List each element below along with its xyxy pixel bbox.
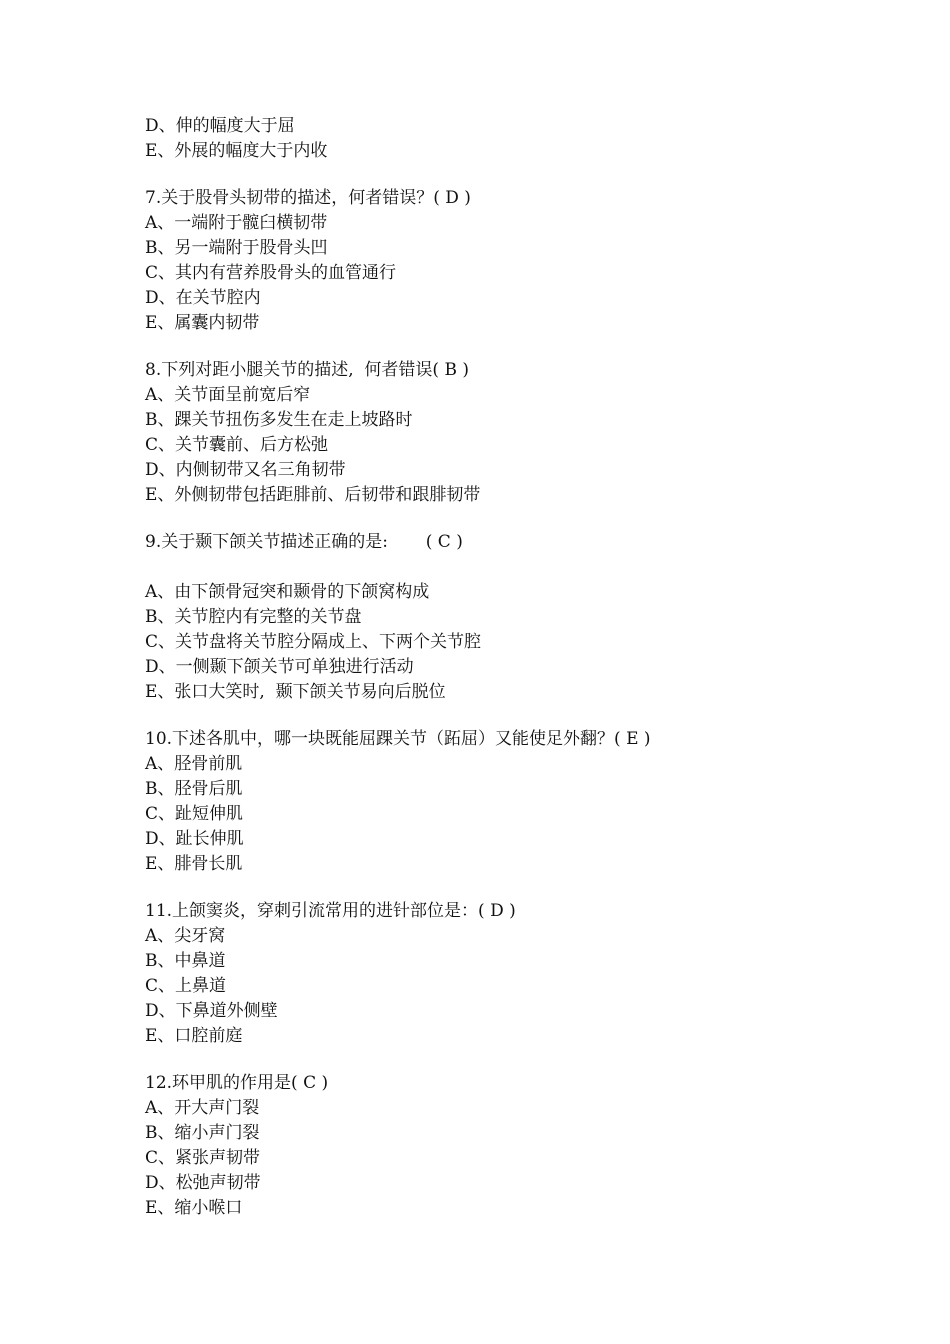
- option-line: E、口腔前庭: [145, 1026, 243, 1046]
- question-stem: 7.关于股骨头韧带的描述，何者错误？( D ): [145, 188, 471, 208]
- option-line: C、其内有营养股骨头的血管通行: [145, 263, 397, 283]
- option-line: A、由下颌骨冠突和颞骨的下颌窝构成: [145, 582, 430, 602]
- question-12: [145, 1071, 905, 1221]
- option-line: A、一端附于髋臼横韧带: [145, 213, 328, 233]
- option-line: C、关节囊前、后方松弛: [145, 435, 329, 455]
- option-line: D、一侧颞下颌关节可单独进行活动: [145, 657, 414, 677]
- option-line: A、开大声门裂: [145, 1098, 260, 1118]
- option-line: A、关节面呈前宽后窄: [145, 385, 311, 405]
- option-line: E、张口大笑时, 颞下颌关节易向后脱位: [145, 682, 446, 702]
- option-line: D、松弛声韧带: [145, 1173, 261, 1193]
- option-line: C、趾短伸肌: [145, 804, 244, 824]
- question-stem: 10.下述各肌中，哪一块既能屈踝关节（跖屈）又能使足外翻？( E ): [145, 729, 651, 749]
- option-line: E、缩小喉口: [145, 1198, 243, 1218]
- option-line: E、外侧韧带包括距腓前、后韧带和跟腓韧带: [145, 485, 481, 505]
- question-10: [145, 727, 905, 877]
- question-11: [145, 899, 905, 1049]
- option-line: A、胫骨前肌: [145, 754, 243, 774]
- document-page: [145, 114, 905, 1221]
- question-stem: 11.上颌窦炎，穿刺引流常用的进针部位是：( D ): [145, 901, 516, 921]
- question-7: [145, 186, 905, 336]
- question-8: [145, 358, 905, 508]
- question-9: [145, 530, 905, 705]
- option-line: D、趾长伸肌: [145, 829, 244, 849]
- option-line: C、关节盘将关节腔分隔成上、下两个关节腔: [145, 632, 482, 652]
- option-line: E、腓骨长肌: [145, 854, 243, 874]
- question-stem: 9.关于颞下颌关节描述正确的是: ( C ): [145, 532, 463, 552]
- option-line: B、中鼻道: [145, 951, 226, 971]
- option-line: D、在关节腔内: [145, 288, 261, 308]
- option-line: B、踝关节扭伤多发生在走上坡路时: [145, 410, 413, 430]
- option-line: C、上鼻道: [145, 976, 227, 996]
- option-line: D、下鼻道外侧壁: [145, 1001, 278, 1021]
- question-stem: 12.环甲肌的作用是( C ): [145, 1073, 329, 1093]
- option-line: D、伸的幅度大于屈: [145, 116, 295, 136]
- option-line: D、内侧韧带又名三角韧带: [145, 460, 346, 480]
- option-line: B、缩小声门裂: [145, 1123, 260, 1143]
- option-line: C、紧张声韧带: [145, 1148, 261, 1168]
- option-line: E、外展的幅度大于内收: [145, 141, 328, 161]
- option-line: B、胫骨后肌: [145, 779, 243, 799]
- question-stem: 8.下列对距小腿关节的描述, 何者错误( B ): [145, 360, 469, 380]
- option-line: A、尖牙窝: [145, 926, 226, 946]
- option-line: B、关节腔内有完整的关节盘: [145, 607, 362, 627]
- option-line: B、另一端附于股骨头凹: [145, 238, 328, 258]
- option-line: E、属囊内韧带: [145, 313, 260, 333]
